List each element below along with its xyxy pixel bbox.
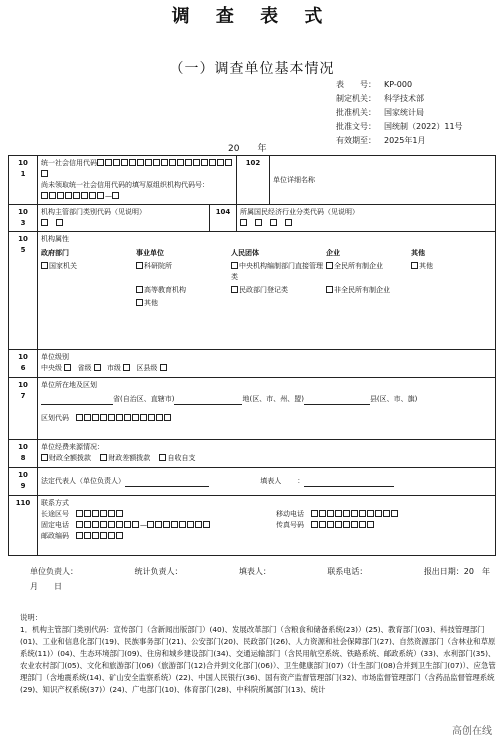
checkbox[interactable] (255, 219, 262, 226)
option-inst1[interactable] (136, 261, 231, 283)
digit-box[interactable] (155, 521, 162, 528)
checkbox[interactable] (231, 286, 238, 293)
unit-head-label: 单位负责人： (30, 567, 78, 576)
notes-text: 1．机构主管部门类别代码：宣传部门（含新闻出版部门）(40)、发展改革部门（含粮食和储备系统(23)）(25)、教育部门(03)、科技管理部门(01)、工业和信息化部门(19)、民族事务部门(21)、公安部门(20)、民政部门(26)、人力资源和社会保障部门(27)、自然资源部门（含林业和草原系统(11)）(04)、生态环境部门(09)、住房和城乡建设部门(34)、交通运输部门（含民用航空系统、铁路系统、邮政系统）(33)、水利部门(35)、农业农村部门(05)、文化和旅游部门(06)（旅游部门(12)合并到文化部门(06)）、卫生健康部门(07)（计生部门(08)合并到卫生部门(07)）、应急管理部门（含地震系统(14)、矿山安全监察系统）(22)、中国人民银行(36)、国有资产监督管理部门(32)、市场监督管理部门（含药品监督管理系统(29)、知识产权系统(37)）(24)、广电部门(10)、体育部门(28)、中科院所属部门(13)、统计 (20, 625, 496, 694)
digit-box[interactable] (65, 192, 72, 199)
meta-value: 国统制（2022）11号 (384, 122, 463, 131)
digit-box[interactable] (97, 159, 104, 166)
header-inst: 事业单位 (136, 249, 164, 257)
notes-title: 说明： (20, 613, 43, 622)
option-label: 其他 (419, 262, 433, 270)
row-id-101: 10 1 (9, 156, 38, 205)
area-code-boxes[interactable] (76, 510, 124, 518)
checkbox[interactable] (94, 364, 101, 371)
org-attribute-cell (38, 232, 496, 350)
legal-rep-input[interactable] (125, 477, 209, 487)
digit-box[interactable] (49, 192, 56, 199)
row-id-108: 10 8 (9, 440, 38, 468)
digit-box[interactable] (179, 521, 186, 528)
level-county: 区县级 (136, 364, 158, 372)
industry-code-label: 所属国民经济行业分类代码（见说明） (240, 208, 359, 216)
header-org: 人民团体 (231, 249, 259, 257)
checkbox[interactable] (56, 219, 63, 226)
option-label: 其他 (144, 299, 158, 307)
phone-label: 固定电话 (41, 521, 69, 529)
digit-box[interactable] (124, 521, 131, 528)
digit-box[interactable] (375, 510, 382, 517)
option-label: 非全民所有制企业 (334, 286, 390, 294)
option-gov[interactable] (41, 261, 136, 283)
checkbox[interactable] (100, 454, 107, 461)
digit-box[interactable] (153, 159, 160, 166)
postcode-boxes[interactable] (76, 532, 124, 540)
county-input[interactable] (304, 395, 370, 405)
digit-box[interactable] (97, 192, 104, 199)
postcode-label: 邮政编码 (41, 532, 69, 540)
org-attribute-label: 机构属性 (41, 235, 69, 243)
option-label: 国家机关 (49, 262, 77, 270)
digit-box[interactable] (132, 521, 139, 528)
digit-box[interactable] (76, 414, 83, 421)
signature-footer (30, 566, 490, 592)
header-ent: 企业 (326, 249, 340, 257)
digit-box[interactable] (92, 510, 99, 517)
fax-label: 传真号码 (276, 521, 304, 529)
row-id-107: 10 7 (9, 378, 38, 440)
digit-box[interactable] (76, 532, 83, 539)
digit-box[interactable] (129, 159, 136, 166)
digit-box[interactable] (351, 521, 358, 528)
digit-box[interactable] (116, 532, 123, 539)
digit-box[interactable] (116, 510, 123, 517)
checkbox[interactable] (160, 364, 167, 371)
digit-box[interactable] (121, 159, 128, 166)
notes-section (20, 612, 498, 696)
option-label: 全民所有制企业 (334, 262, 383, 270)
digit-box[interactable] (108, 510, 115, 517)
digit-box[interactable] (343, 521, 350, 528)
contact-phone-label: 联系电话： (327, 567, 368, 576)
legal-rep-label: 法定代表人（单位负责人） (41, 477, 125, 485)
digit-box[interactable] (161, 159, 168, 166)
digit-box[interactable] (217, 159, 224, 166)
digit-box[interactable] (108, 414, 115, 421)
digit-box[interactable] (41, 192, 48, 199)
header-other: 其他 (411, 249, 425, 257)
digit-box[interactable] (335, 510, 342, 517)
digit-box[interactable] (84, 510, 91, 517)
option-ent2[interactable] (326, 285, 411, 296)
meta-value: 国家统计局 (384, 108, 424, 117)
digit-box[interactable] (108, 521, 115, 528)
digit-box[interactable] (177, 159, 184, 166)
meta-value: KP-000 (384, 80, 413, 89)
row-id-104: 104 (210, 205, 237, 232)
digit-box[interactable] (319, 510, 326, 517)
watermark: 高创在线 (448, 721, 496, 738)
checkbox[interactable] (159, 454, 166, 461)
digit-box[interactable] (367, 510, 374, 517)
checkbox[interactable] (136, 286, 143, 293)
level-central: 中央级 (41, 364, 62, 372)
option-other[interactable] (411, 261, 471, 283)
digit-box[interactable] (163, 521, 170, 528)
contact-label: 联系方式 (41, 499, 69, 507)
digit-box[interactable] (132, 414, 139, 421)
dept-category-cell[interactable] (38, 205, 210, 232)
digit-box[interactable] (327, 510, 334, 517)
digit-box[interactable] (203, 521, 210, 528)
digit-box[interactable] (169, 159, 176, 166)
filler-input[interactable] (304, 477, 394, 487)
credit-code-label: 统一社会信用代码 (41, 159, 97, 167)
level-city: 市级 (106, 364, 121, 372)
contact-cell (38, 496, 496, 556)
digit-box[interactable] (195, 521, 202, 528)
mobile-boxes[interactable] (311, 510, 399, 518)
digit-box[interactable] (116, 414, 123, 421)
checkbox[interactable] (41, 219, 48, 226)
checkbox[interactable] (240, 219, 247, 226)
digit-box[interactable] (92, 414, 99, 421)
checkbox[interactable] (64, 364, 71, 371)
digit-box[interactable] (116, 521, 123, 528)
digit-box[interactable] (140, 414, 147, 421)
stat-head-label: 统计负责人： (134, 567, 183, 576)
header-gov: 政府部门 (41, 249, 69, 257)
digit-box[interactable] (351, 510, 358, 517)
digit-box[interactable] (92, 521, 99, 528)
checkbox[interactable] (231, 262, 238, 269)
digit-box[interactable] (108, 532, 115, 539)
checkbox[interactable] (270, 219, 277, 226)
digit-box[interactable] (147, 521, 154, 528)
option-ent1[interactable] (326, 261, 411, 283)
digit-box[interactable] (391, 510, 398, 517)
funding-label: 单位经费来源情况： (41, 443, 104, 451)
city-suffix: 地(区、市、州、盟) (242, 395, 304, 403)
unit-name-cell[interactable]: 单位详细名称 (270, 156, 496, 205)
page-subtitle: （一）调查单位基本情况 (169, 61, 335, 77)
dept-category-label: 机构主管部门类别代码（见说明） (41, 208, 146, 216)
row-id-110: 110 (9, 496, 38, 556)
digit-box[interactable] (89, 192, 96, 199)
checkbox[interactable] (326, 286, 333, 293)
digit-box[interactable] (311, 510, 318, 517)
digit-box[interactable] (100, 414, 107, 421)
org-code-boxes[interactable] (41, 192, 105, 200)
digit-box[interactable] (73, 192, 80, 199)
industry-code-cell[interactable] (237, 205, 496, 232)
option-label: 中央机构编制部门直接管理类 (231, 262, 323, 281)
digit-box[interactable] (76, 521, 83, 528)
checkbox[interactable] (285, 219, 292, 226)
digit-box[interactable] (209, 159, 216, 166)
option-label: 科研院所 (144, 262, 172, 270)
option-org2[interactable] (231, 285, 326, 296)
digit-box[interactable] (92, 532, 99, 539)
province-suffix: 省(自治区、直辖市) (113, 395, 175, 403)
meta-key: 有效期至： (336, 136, 376, 145)
filler-label: 填表人 (260, 477, 282, 485)
filler-footer-label: 填表人： (238, 567, 271, 576)
checkbox[interactable] (123, 364, 130, 371)
digit-box[interactable] (193, 159, 200, 166)
mobile-label: 移动电话 (276, 510, 304, 518)
region-code-boxes[interactable] (76, 414, 172, 422)
option-org1[interactable] (231, 261, 326, 283)
digit-box[interactable] (164, 414, 171, 421)
digit-box[interactable] (359, 521, 366, 528)
fax-boxes[interactable] (311, 521, 375, 529)
funding-full: 财政全额拨款 (49, 454, 91, 462)
digit-box[interactable] (57, 192, 64, 199)
unit-level-cell (38, 350, 496, 378)
digit-box[interactable] (81, 192, 88, 199)
checkbox[interactable] (136, 299, 143, 306)
region-code-label: 区划代码 (41, 414, 69, 422)
unit-level-label: 单位级别 (41, 353, 69, 361)
row-id-103: 10 3 (9, 205, 38, 232)
digit-box[interactable] (137, 159, 144, 166)
funding-self: 自收自支 (167, 454, 196, 462)
digit-box[interactable] (367, 521, 374, 528)
digit-box[interactable] (148, 414, 155, 421)
digit-box[interactable] (201, 159, 208, 166)
report-date-tail: 月 日 (30, 582, 62, 591)
digit-box[interactable] (171, 521, 178, 528)
page-title: 调 查 表 式 (171, 6, 333, 27)
digit-box[interactable] (76, 510, 83, 517)
digit-box[interactable] (156, 414, 163, 421)
digit-box[interactable] (84, 532, 91, 539)
digit-box[interactable] (84, 414, 91, 421)
meta-value: 科学技术部 (384, 94, 424, 103)
row-id-102: 102 (237, 156, 270, 205)
province-input[interactable] (41, 395, 113, 405)
checkbox[interactable] (41, 262, 48, 269)
meta-value: 2025年1月 (384, 136, 426, 145)
digit-box[interactable] (41, 170, 48, 177)
row-id-109: 10 9 (9, 468, 38, 496)
survey-form-table (8, 155, 496, 556)
row-id-106: 10 6 (9, 350, 38, 378)
checkbox[interactable] (411, 262, 418, 269)
level-province: 省级 (77, 364, 92, 372)
meta-key: 批准机关： (336, 108, 376, 117)
city-input[interactable] (174, 395, 242, 405)
digit-box[interactable] (343, 510, 350, 517)
option-label: 民政部门登记类 (239, 286, 288, 294)
digit-box[interactable] (311, 521, 318, 528)
meta-key: 制定机关： (336, 94, 376, 103)
digit-box[interactable] (113, 159, 120, 166)
digit-box[interactable] (100, 532, 107, 539)
digit-box[interactable] (124, 414, 131, 421)
checkbox[interactable] (136, 262, 143, 269)
year-label: 20 年 (228, 144, 267, 154)
digit-box[interactable] (225, 159, 232, 166)
legal-rep-cell: 法定代表人（单位负责人） 填表人 ： (38, 468, 496, 496)
meta-block (318, 78, 463, 148)
digit-box[interactable] (383, 510, 390, 517)
digit-box[interactable] (187, 521, 194, 528)
digit-box[interactable] (185, 159, 192, 166)
digit-box[interactable] (105, 159, 112, 166)
row-id-105: 10 5 (9, 232, 38, 350)
option-inst2[interactable] (136, 285, 231, 296)
location-label: 单位所在地及区划 (41, 381, 97, 389)
digit-box[interactable] (145, 159, 152, 166)
digit-box[interactable] (319, 521, 326, 528)
option-inst3[interactable] (136, 298, 231, 309)
county-suffix: 县(区、市、旗) (369, 395, 418, 403)
location-cell (38, 378, 496, 440)
checkbox[interactable] (41, 454, 48, 461)
digit-box[interactable] (335, 521, 342, 528)
digit-box[interactable] (359, 510, 366, 517)
digit-box[interactable] (327, 521, 334, 528)
checkbox[interactable] (112, 192, 119, 199)
phone-boxes[interactable]: — (76, 521, 211, 529)
digit-box[interactable] (84, 521, 91, 528)
checkbox[interactable] (326, 262, 333, 269)
report-date-label: 报出日期：20 年 (423, 567, 490, 576)
meta-key: 表 号： (336, 80, 376, 89)
credit-code-cell: 统一社会信用代码 尚未领取统一社会信用代码的填写原组织机构代码号： — (38, 156, 237, 205)
digit-box[interactable] (100, 521, 107, 528)
funding-partial: 财政差额拨款 (108, 454, 151, 462)
option-label: 高等教育机构 (144, 286, 186, 294)
funding-cell (38, 440, 496, 468)
digit-box[interactable] (100, 510, 107, 517)
meta-key: 批准文号： (336, 122, 376, 131)
area-code-label: 长途区号 (41, 510, 69, 518)
org-code-label: 尚未领取统一社会信用代码的填写原组织机构代码号： (41, 181, 209, 189)
